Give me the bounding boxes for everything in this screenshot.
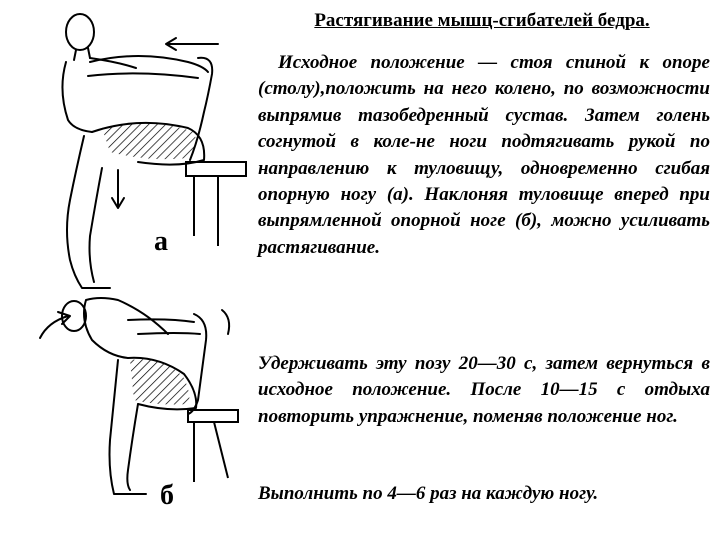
exercise-illustration [18, 0, 258, 540]
pose-a-shading [102, 123, 196, 159]
table-a [186, 162, 246, 246]
exercise-drawing [18, 0, 258, 540]
figure-label-a: а [154, 226, 168, 257]
instruction-paragraph-1: Исходное положение — стоя спиной к опоре (столу),положить на него колено, по возможности выпрямив тазобедренный сустав. Затем голень согнутой в коле-не ноги подтягивать рукой по направлению к туловищу, одновременно сгибая опорную ногу (а). Наклоняя туловище вперед при выпрямленной опорной ноге (б), можно усиливать растягивание. [258, 52, 710, 258]
instruction-paragraph-3: Выполнить по 4—6 раз на каждую ногу. [258, 483, 599, 504]
exercise-title: Растягивание мышц-сгибателей бедра. [314, 10, 650, 31]
table-b [188, 410, 238, 482]
pose-b-shading [130, 359, 189, 404]
figure-label-b: б [160, 480, 174, 511]
instruction-paragraph-2: Удерживать эту позу 20—30 с, затем вернуться в исходное положение. После 10—15 с отдыха повторить упражнение, поменяв положение ног. [258, 353, 710, 427]
